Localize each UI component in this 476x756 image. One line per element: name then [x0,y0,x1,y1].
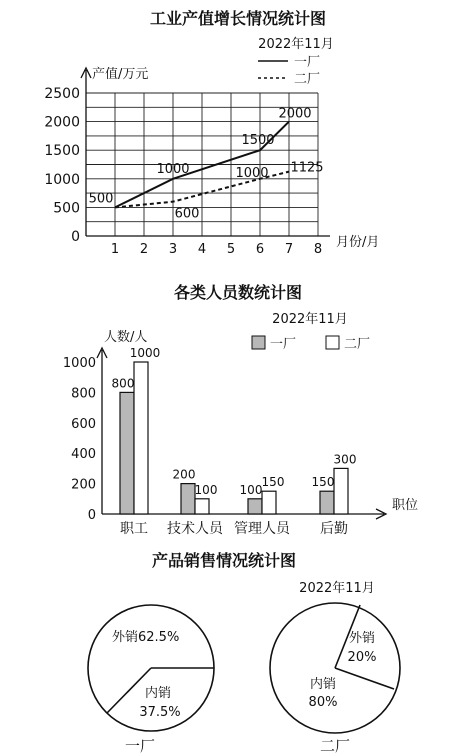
line-chart-subtitle: 2022年11月 [258,37,334,52]
pie-chart-title: 产品销售情况统计图 [151,551,297,570]
bar-legend-swatch-2 [326,336,339,349]
line-chart-y-ticks [44,86,80,245]
bar-category-label: 管理人员 [234,521,290,537]
bar-value-label: 800 [111,376,135,391]
line-data-label: 1500 [241,133,275,149]
line-chart-ylabel: 产值/万元 [92,67,149,82]
pie-slice-percent: 37.5% [139,705,181,720]
bar-y-tick-label: 600 [71,416,96,432]
bar-2-3 [262,491,276,514]
bar-2-2 [195,499,209,514]
line-y-tick-label: 0 [71,229,80,245]
pie-slice-label: 外销 [348,631,376,646]
bar-legend-swatch-1 [252,336,265,349]
bar-value-label: 200 [172,467,196,482]
bar-2-1 [134,362,148,514]
line-chart-x-ticks [111,242,322,257]
line-x-tick-label: 2 [139,242,149,257]
bar-value-label: 1000 [129,346,161,360]
pie-2-name: 二厂 [319,737,351,755]
line-legend-label-2: 二厂 [294,72,321,87]
line-data-label: 1000 [235,165,269,181]
bar-1-2 [181,484,195,514]
pie-slice-label: 外销62.5% [112,630,180,645]
pie-chart-subtitle: 2022年11月 [299,581,375,596]
bar-chart-ylabel: 人数/人 [104,330,148,345]
bar-y-tick-label: 1000 [62,356,96,371]
line-data-label: 1000 [156,161,190,177]
line-x-tick-label: 6 [255,242,265,257]
bar-value-label: 150 [261,475,285,490]
bar-2-4 [334,468,348,514]
bar-chart-y-ticks [63,356,96,523]
line-y-tick-label: 1000 [44,171,80,188]
pie-charts [88,551,400,755]
pie-slice-label: 内销 [309,677,337,692]
bar-legend-label-2: 二厂 [344,337,371,352]
bar-y-tick-label: 800 [71,386,96,402]
line-data-label: 600 [174,206,200,222]
line-data-label: 500 [88,191,114,207]
line-x-tick-label: 5 [226,242,236,257]
line-x-tick-label: 3 [168,242,178,257]
line-x-tick-label: 4 [197,242,207,257]
line-chart-title: 工业产值增长情况统计图 [149,9,327,28]
pie-slice-percent: 20% [347,650,377,665]
bar-y-tick-label: 200 [71,477,96,493]
bar-chart-title: 各类人员数统计图 [173,283,303,302]
bar-y-tick-label: 0 [87,508,96,523]
line-y-tick-label: 2500 [44,86,80,102]
line-x-tick-label: 8 [313,242,323,257]
bar-chart-categories [120,520,348,537]
bar-value-label: 150 [311,475,335,490]
pie-slice-percent: 80% [308,695,338,710]
bar-y-tick-label: 400 [71,447,96,463]
bar-value-label: 300 [333,452,357,467]
line-legend-label-1: 一厂 [294,55,321,70]
bar-1-1 [120,392,134,514]
bar-chart-subtitle: 2022年11月 [272,312,348,327]
line-chart [44,9,379,257]
line-data-label: 1125 [290,160,324,176]
bar-chart-legend [252,336,370,352]
bar-chart-bars [112,346,357,514]
line-y-tick-label: 1500 [44,143,80,160]
pie-group [88,603,400,755]
bar-1-4 [320,491,334,514]
bar-1-3 [248,499,262,514]
bar-legend-label-1: 一厂 [270,337,297,352]
bar-category-label: 技术人员 [167,521,223,537]
line-y-tick-label: 500 [53,200,80,217]
pie-slice-label: 内销 [144,686,172,701]
bar-chart [63,283,418,537]
bar-chart-xlabel: 职位 [392,498,419,513]
bar-category-label: 后勤 [320,521,348,537]
line-chart-legend [258,55,320,87]
line-data-label: 2000 [278,106,312,122]
bar-category-label: 职工 [120,521,148,537]
line-chart-xlabel: 月份/月 [336,235,380,250]
pie-1-name: 一厂 [124,737,156,755]
line-y-tick-label: 2000 [44,114,80,131]
line-x-tick-label: 7 [284,242,294,257]
bar-value-label: 100 [194,482,218,497]
bar-value-label: 100 [239,482,263,497]
line-x-tick-label: 1 [110,242,120,257]
